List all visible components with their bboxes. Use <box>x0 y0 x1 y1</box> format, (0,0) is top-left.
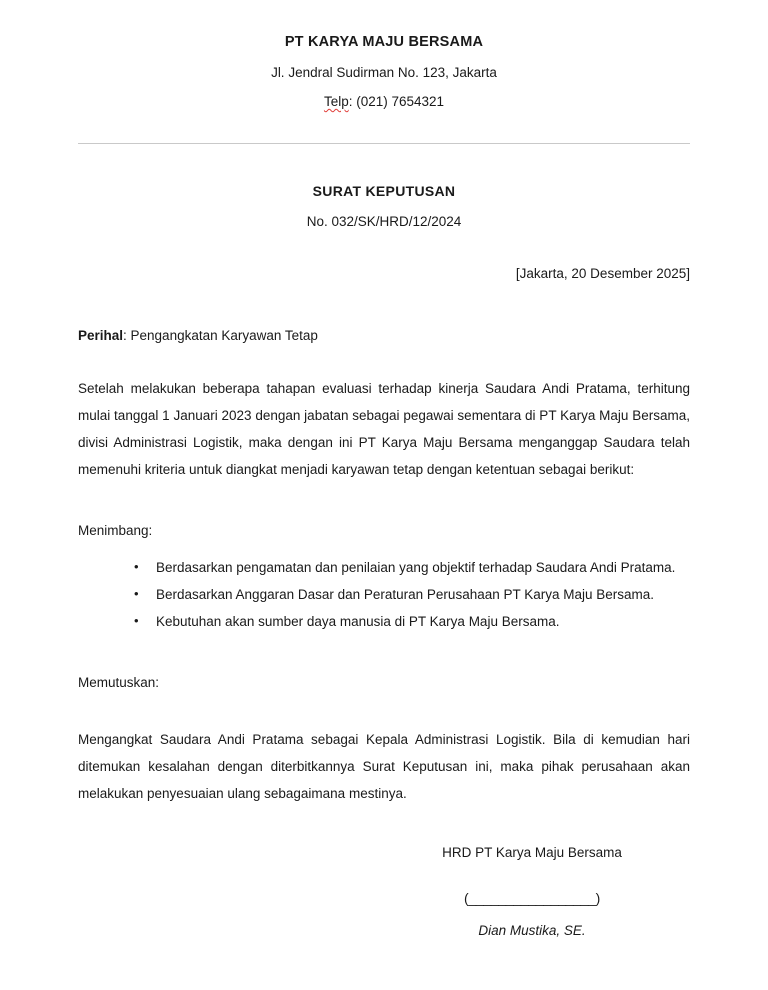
memutuskan-label: Memutuskan: <box>78 675 160 691</box>
menimbang-label: Menimbang: <box>78 523 153 539</box>
subject-label: Perihal <box>78 327 124 343</box>
phone-label-misspelled: Telp <box>323 94 349 109</box>
document-title: SURAT KEPUTUSAN <box>312 183 456 200</box>
intro-paragraph: Setelah melakukan beberapa tahapan evaluasi terhadap kinerja Saudara Andi Pratama, terhitung mulai tanggal 1 Januari 2023 dengan jabatan sebagai pegawai sementara di PT Karya Maju Bersama, divisi Administrasi Logistik, maka dengan ini PT Karya Maju Bersama menganggap Saudara telah memenuhi kriteria untuk diangkat menjadi karyawan tetap dengan ketentuan sebagai berikut: <box>78 381 690 478</box>
letterhead <box>78 0 690 112</box>
list-item: • Berdasarkan pengamatan dan penilaian yang objektif terhadap Saudara Andi Pratama. <box>78 554 690 581</box>
list-item: • Kebutuhan akan sumber daya manusia di PT Karya Maju Bersama. <box>78 608 690 635</box>
title-block <box>78 181 690 231</box>
signatory-name: Dian Mustika, SE. <box>478 923 586 939</box>
company-name: PT KARYA MAJU BERSAMA <box>284 34 484 50</box>
place-and-date: [Jakarta, 20 Desember 2025] <box>515 266 690 282</box>
signature-block <box>382 843 682 941</box>
header-divider <box>78 143 690 144</box>
signature-organization: HRD PT Karya Maju Bersama <box>442 845 622 861</box>
company-address: Jl. Jendral Sudirman No. 123, Jakarta <box>271 64 497 80</box>
menimbang-list <box>78 554 690 635</box>
signature-line: (_________________) <box>464 890 600 907</box>
subject-value: : Pengangkatan Karyawan Tetap <box>123 327 318 343</box>
document-number: No. 032/SK/HRD/12/2024 <box>306 213 462 229</box>
phone-number: : (021) 7654321 <box>348 94 445 109</box>
list-item: • Berdasarkan Anggaran Dasar dan Peraturan Perusahaan PT Karya Maju Bersama. <box>78 581 690 608</box>
decision-paragraph: Mengangkat Saudara Andi Pratama sebagai Kepala Administrasi Logistik. Bila di kemudian hari ditemukan kesalahan dengan diterbitkannya Surat Keputusan ini, maka pihak perusahaan akan melakukan penyesuaian ulang sebagaimana mestinya. <box>78 732 690 802</box>
subject-line <box>78 326 690 346</box>
company-phone <box>78 92 690 112</box>
document-content <box>78 0 690 941</box>
